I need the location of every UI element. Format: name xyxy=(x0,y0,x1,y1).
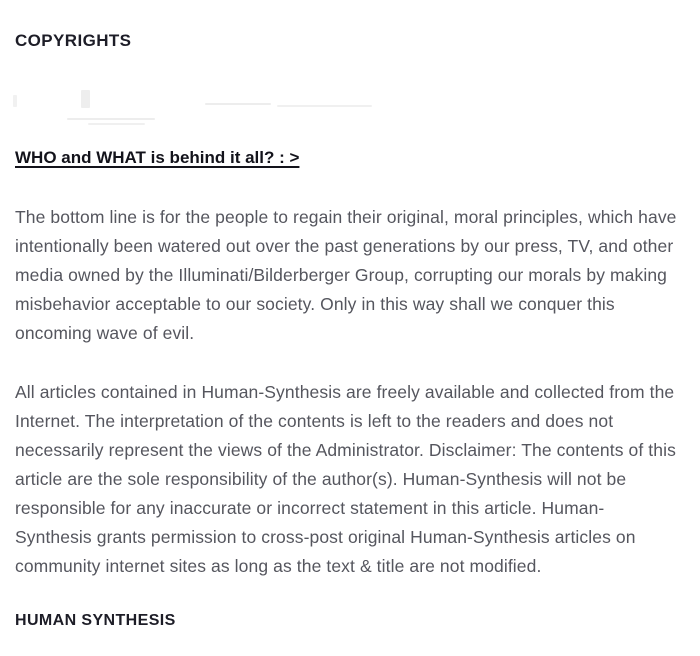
faded-artifact xyxy=(13,95,17,107)
faded-artifact xyxy=(81,90,90,108)
who-what-link[interactable]: WHO and WHAT is behind it all? : > xyxy=(15,148,300,167)
human-synthesis-heading: HUMAN SYNTHESIS xyxy=(15,612,176,629)
faded-image-placeholder xyxy=(15,85,684,135)
faded-artifact xyxy=(205,103,271,105)
faded-artifact xyxy=(88,123,145,125)
copyrights-heading: COPYRIGHTS xyxy=(15,31,132,50)
faded-artifact xyxy=(277,105,372,107)
faded-artifact xyxy=(67,118,155,120)
paragraph-disclaimer: All articles contained in Human-Synthesis are freely available and collected from the Internet. The interpretation of the contents is left to the readers and does not necessarily represent the views of the Administrator. Disclaimer: The contents of this article are the sole responsibility of the author(s). Human-Synthesis will not be responsible for any inaccurate or incorrect statement in this article. Human-Synthesis grants permission to cross-post original Human-Synthesis articles on community internet sites as long as the text & title are not modified. xyxy=(15,382,676,576)
paragraph-morals: The bottom line is for the people to regain their original, moral principles, which have intentionally been watered out over the past generations by our press, TV, and other media owned by the Illuminati/Bilderberger Group, corrupting our morals by making misbehavior acceptable to our society. Only in this way shall we conquer this oncoming wave of evil. xyxy=(15,207,677,343)
